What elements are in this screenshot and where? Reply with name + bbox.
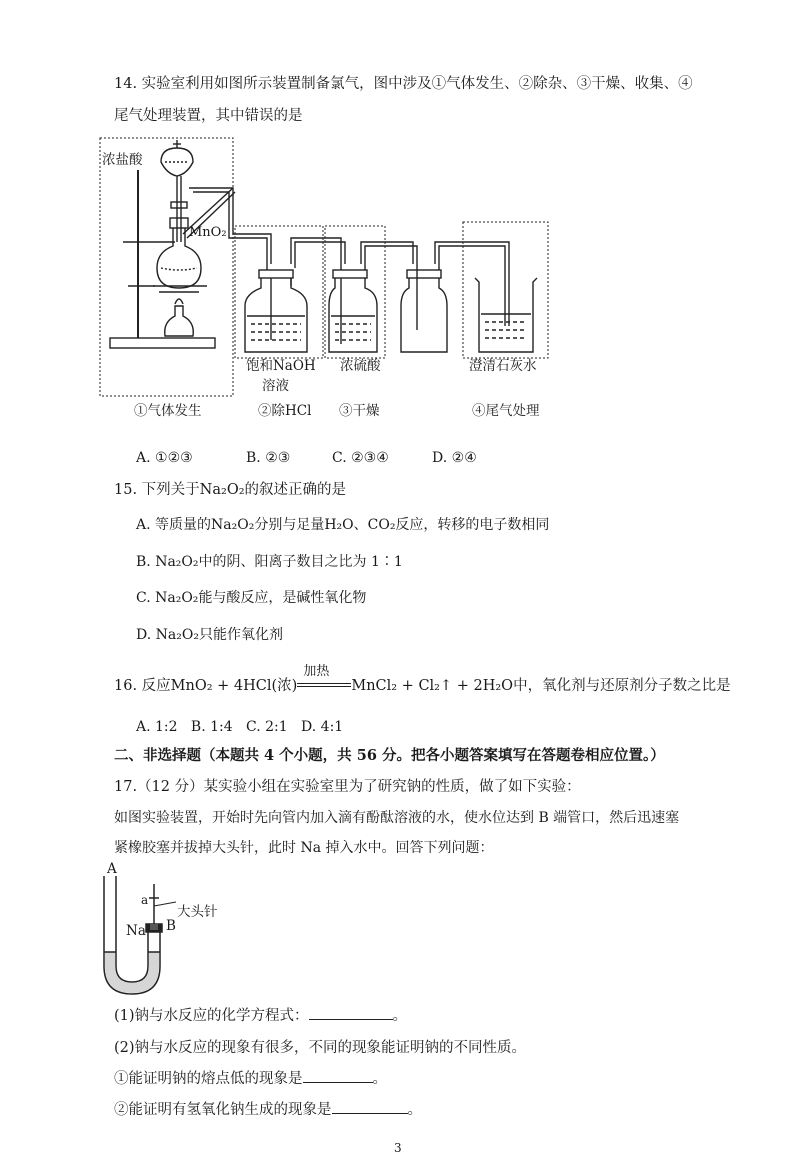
q14-option-b[interactable]: B. ②③	[246, 450, 291, 466]
caption-gas-generation: ①气体发生	[134, 403, 202, 419]
frame-remove-hcl	[235, 226, 323, 358]
q17-line2: 如图实验装置，开始时先向管内加入滴有酚酞溶液的水，使水位达到 B 端管口，然后迅速塞	[114, 810, 680, 826]
q15-option-a[interactable]: A. 等质量的Na₂O₂分别与足量H₂O、CO₂反应，转移的电子数相同	[136, 517, 550, 533]
label-limewater: 澄清石灰水	[469, 358, 537, 374]
delivery-tubes	[189, 188, 509, 330]
label-naoh-line1: 饱和NaOH	[246, 358, 316, 374]
u-tube-figure	[96, 862, 216, 1002]
q16-option-d[interactable]: D. 4:1	[301, 719, 344, 735]
caption-tail-gas: ④尾气处理	[472, 403, 540, 419]
washing-bottle-h2so4	[329, 270, 377, 352]
u-tube-label-Na: Na	[126, 923, 146, 939]
washing-bottle-naoh	[245, 270, 307, 352]
q14-line1	[114, 74, 693, 94]
u-tube-label-A: A	[107, 861, 117, 877]
q14-number: 14.	[114, 76, 138, 92]
u-tube-label-pin: 大头针	[177, 904, 218, 920]
q16-option-c[interactable]: C. 2:1	[246, 719, 288, 735]
q16-option-a[interactable]: A. 1:2	[136, 719, 178, 735]
q15-option-d[interactable]: D. Na₂O₂只能作氧化剂	[136, 627, 283, 643]
answer-blank-naoh[interactable]	[332, 1099, 408, 1114]
label-naoh-line2: 溶液	[262, 378, 289, 394]
q17-sub1: (1)钠与水反应的化学方程式： 。	[114, 1005, 407, 1026]
equation-condition: 加热	[303, 664, 330, 679]
q15-option-c[interactable]: C. Na₂O₂能与酸反应，是碱性氧化物	[136, 590, 367, 606]
frame-gas-generation	[100, 138, 233, 396]
u-tube-label-a: a	[141, 893, 149, 907]
section-heading: 二、非选择题（本题共 4 个小题，共 56 分。把各小题答案填写在答题卷相应位置。）	[114, 747, 665, 764]
formula-na2o2: Na₂O₂	[199, 482, 245, 498]
caption-dry: ③干燥	[339, 403, 380, 419]
q17-line1: 17.（12 分）某实验小组在实验室里为了研究钠的性质，做了如下实验：	[114, 779, 581, 795]
label-conc-h2so4: 浓硫酸	[340, 358, 381, 374]
q16-options	[136, 717, 343, 737]
answer-blank-equation[interactable]	[309, 1005, 393, 1020]
equation-reactants: MnO₂ + 4HCl(浓)	[170, 678, 298, 694]
q14-line2: 尾气处理装置，其中错误的是	[114, 108, 303, 124]
q16-stem: 16. 反应MnO₂ + 4HCl(浓) 加热 MnCl₂ + Cl₂↑ + 2H₂O中，氧化剂与还原剂分子数之比是	[114, 664, 731, 694]
q14-option-a[interactable]: A. ①②③	[136, 450, 193, 466]
alcohol-lamp	[159, 292, 199, 336]
answer-blank-melting-point[interactable]	[303, 1068, 373, 1083]
equation-products: MnCl₂ + Cl₂↑ + 2H₂O	[351, 678, 514, 694]
q14-option-d[interactable]: D. ②④	[432, 450, 477, 466]
q17-sub2: (2)钠与水反应的现象有很多，不同的现象能证明钠的不同性质。	[114, 1040, 527, 1056]
q14-stem: 实验室利用如图所示装置制备氯气，图中涉及①气体发生、②除杂、③干燥、收集、④	[141, 76, 693, 92]
q17-line3: 紧橡胶塞并拔掉大头针，此时 Na 掉入水中。回答下列问题：	[114, 840, 494, 856]
caption-remove-hcl: ②除HCl	[258, 403, 312, 419]
q14-option-c[interactable]: C. ②③④	[332, 450, 389, 466]
q15-option-b[interactable]: B. Na₂O₂中的阴、阳离子数目之比为 1∶1	[136, 554, 403, 570]
q14-apparatus-figure	[95, 130, 655, 420]
equation-arrow	[297, 664, 351, 693]
q17-sub2-2: ②能证明有氢氧化钠生成的现象是 。	[114, 1099, 422, 1120]
beaker-limewater	[475, 278, 537, 352]
page-number: 3	[394, 1141, 402, 1155]
u-tube-label-B: B	[166, 918, 176, 934]
q16-option-b[interactable]: B. 1:4	[190, 719, 233, 735]
q15-stem: 15. 下列关于Na₂O₂的叙述正确的是	[114, 482, 347, 498]
collecting-bottle	[401, 270, 447, 352]
label-conc-hcl: 浓盐酸	[102, 152, 143, 168]
q17-sub2-1: ①能证明钠的熔点低的现象是 。	[114, 1068, 387, 1089]
label-mno2: MnO₂	[189, 225, 227, 240]
